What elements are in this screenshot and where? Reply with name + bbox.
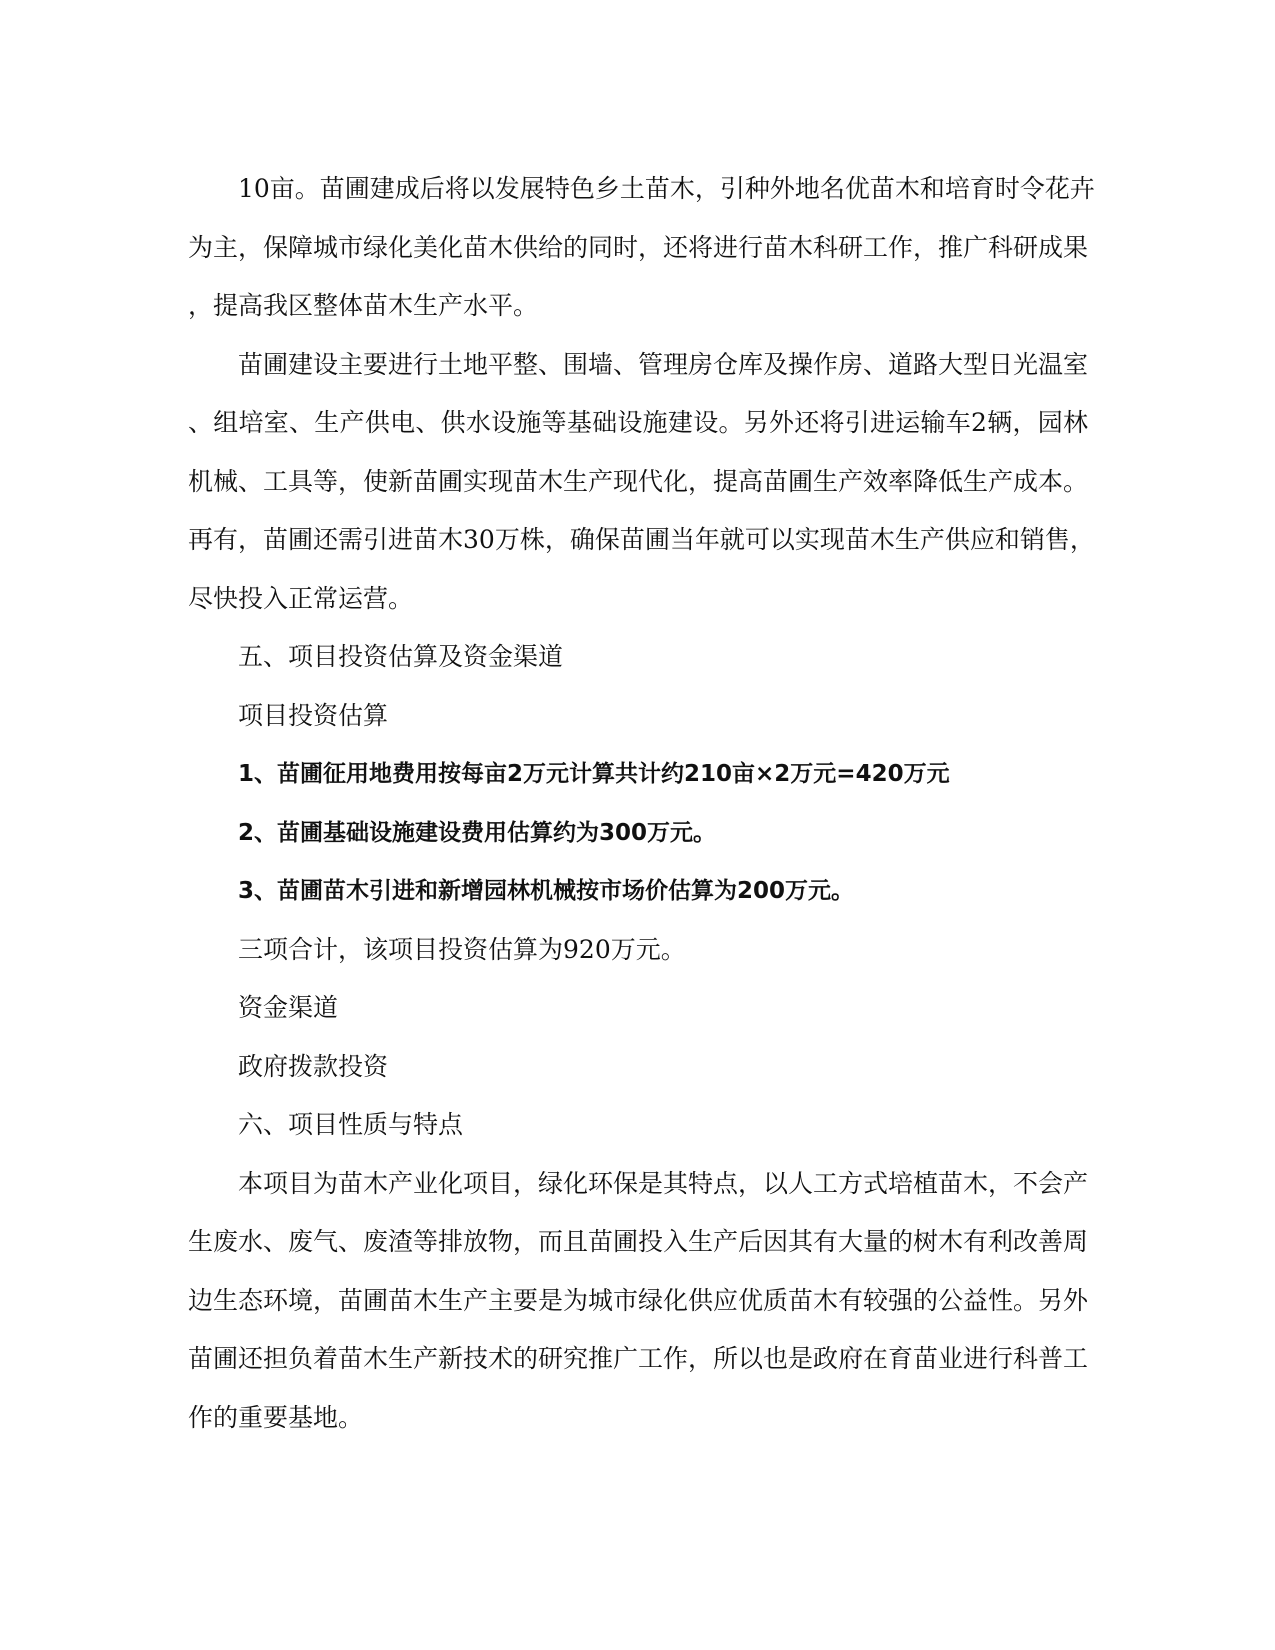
text-line: 机械、工具等，使新苗圃实现苗木生产现代化，提高苗圃生产效率降低生产成本。: [188, 466, 1089, 496]
text-line: 作的重要基地。: [188, 1402, 364, 1432]
text-line: 10亩。苗圃建成后将以发展特色乡土苗木，引种外地名优苗木和培育时令花卉: [238, 174, 1095, 203]
funding-source: 政府拨款投资: [238, 1051, 389, 1081]
document-body: [188, 160, 1095, 1447]
text-line: 尽快投入正常运营。: [188, 583, 414, 613]
text-line: 、组培室、生产供电、供水设施等基础设施建设。另外还将引进运输车2辆，园林: [188, 408, 1088, 437]
estimate-total: 三项合计，该项目投资估算为920万元。: [238, 934, 686, 964]
paragraph-project-nature: [188, 1155, 1088, 1448]
estimate-item-infrastructure: 2、苗圃基础设施建设费用估算约为300万元。: [238, 819, 717, 846]
section-heading-nature: 六、项目性质与特点: [238, 1110, 464, 1139]
text-line: 苗圃建设主要进行土地平整、围墙、管理房仓库及操作房、道路大型日光温室: [238, 349, 1089, 379]
text-line: 本项目为苗木产业化项目，绿化环保是其特点，以人工方式培植苗木，不会产: [238, 1168, 1089, 1198]
section-heading-investment: 五、项目投资估算及资金渠道: [238, 642, 564, 671]
subheading-investment-estimate: 项目投资估算: [238, 700, 389, 730]
paragraph-planting-goals: [188, 160, 1095, 336]
text-line: 苗圃还担负着苗木生产新技术的研究推广工作，所以也是政府在育苗业进行科普工: [188, 1344, 1089, 1373]
text-line: 边生态环境，苗圃苗木生产主要是为城市绿化供应优质苗木有较强的公益性。另外: [188, 1285, 1089, 1315]
paragraph-construction: [188, 336, 1095, 629]
subheading-funding-channel: 资金渠道: [238, 993, 339, 1022]
text-line: ，提高我区整体苗木生产水平。: [188, 291, 539, 320]
estimate-item-seedlings-machinery: 3、苗圃苗木引进和新增园林机械按市场价估算为200万元。: [238, 878, 855, 904]
text-line: 生废水、废气、废渣等排放物，而且苗圃投入生产后因其有大量的树木有利改善周: [188, 1227, 1089, 1256]
text-line: 再有，苗圃还需引进苗木30万株，确保苗圃当年就可以实现苗木生产供应和销售，: [188, 525, 1095, 554]
estimate-item-land: 1、苗圃征用地费用按每亩2万元计算共计约210亩×2万元=420万元: [238, 761, 950, 787]
text-line: 为主，保障城市绿化美化苗木供给的同时，还将进行苗木科研工作，推广科研成果: [188, 232, 1089, 262]
